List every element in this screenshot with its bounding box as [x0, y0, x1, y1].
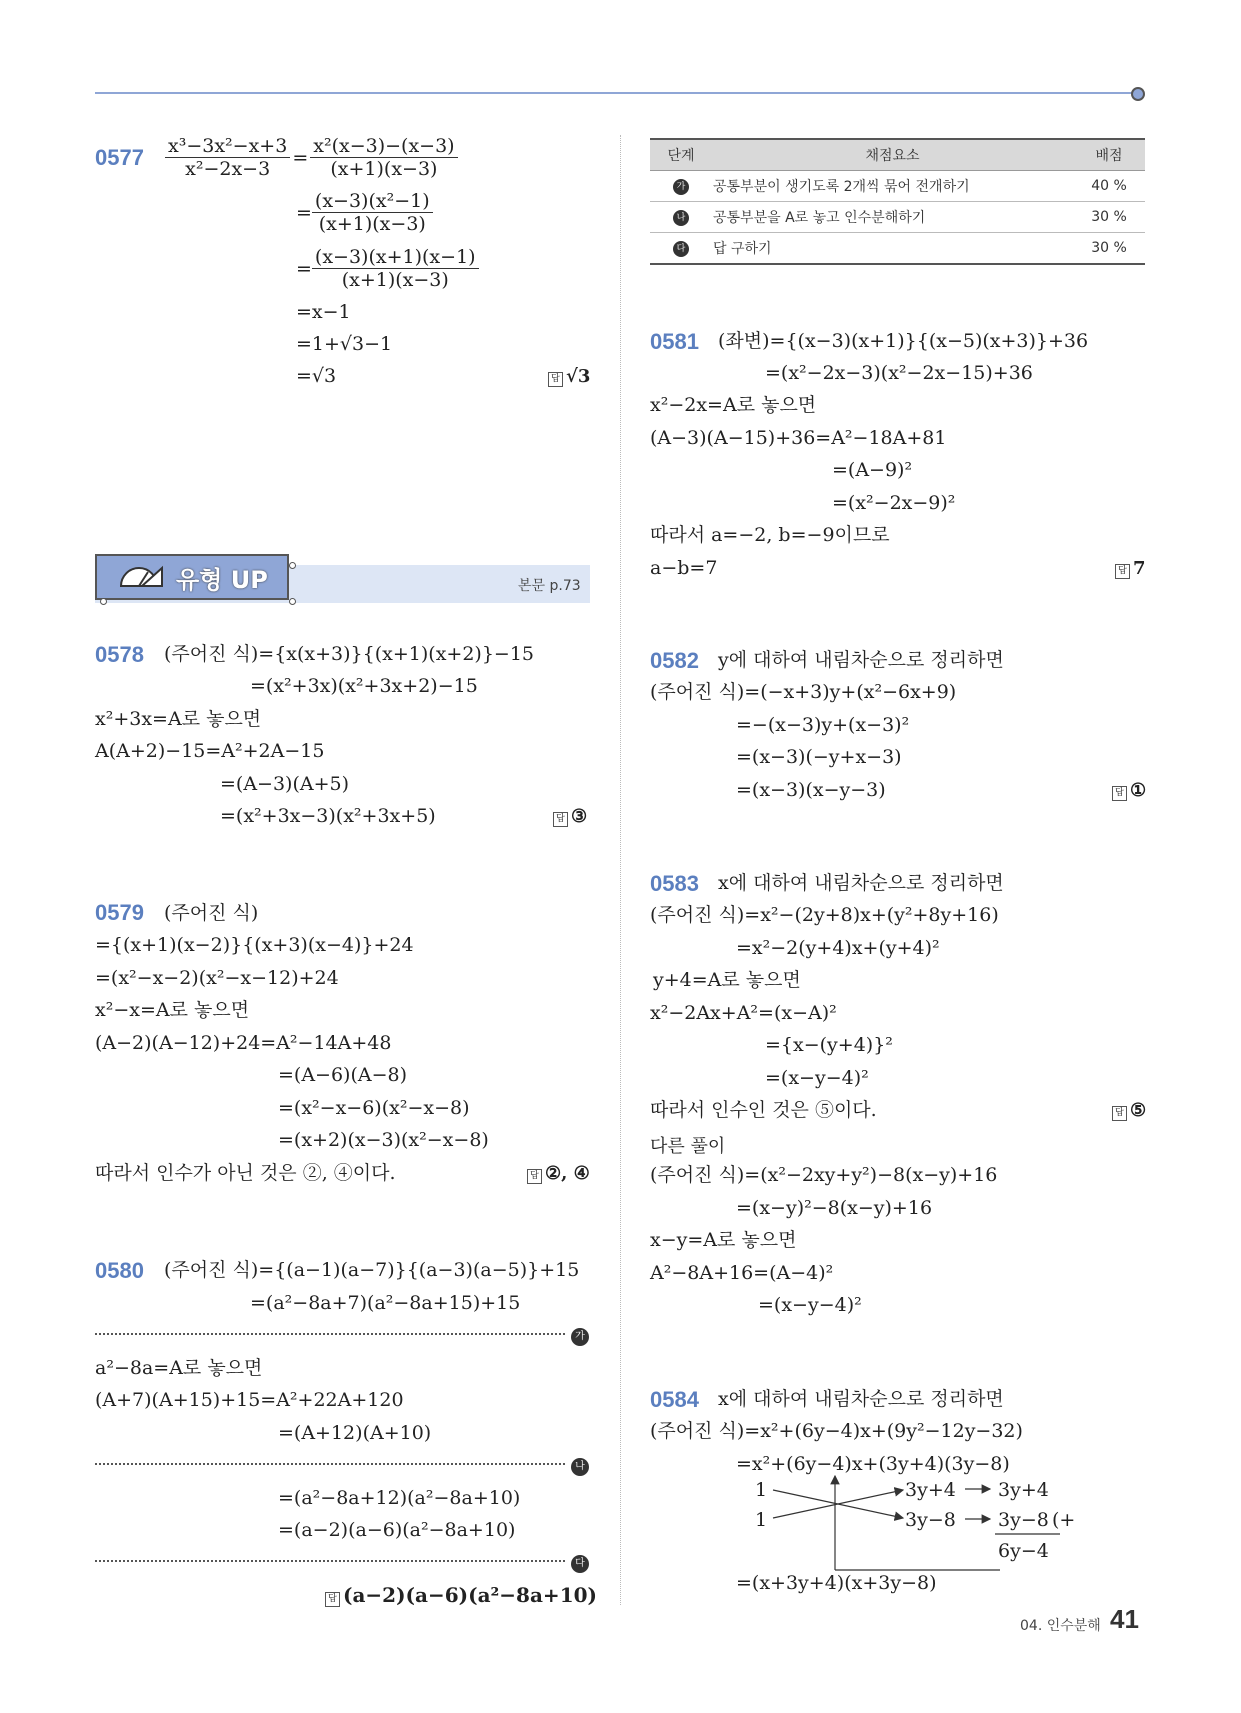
- step-line: (주어진 식)={(a−1)(a−7)}{(a−3)(a−5)}+15: [164, 1259, 580, 1281]
- step-line: x²+3x=A로 놓으면: [95, 708, 262, 730]
- step-line: =(a²−8a+12)(a²−8a+10): [278, 1487, 521, 1509]
- step-line: =(x²−2x−9)²: [832, 492, 956, 514]
- answer-value: ③: [571, 806, 588, 827]
- problem-number: 0579: [95, 900, 144, 925]
- sum-term: 6y−4: [998, 1540, 1049, 1562]
- item-cell: 공통부분을 A로 놓고 인수분해하기: [712, 202, 1073, 233]
- step-line: x에 대하여 내림차순으로 정리하면: [718, 872, 1004, 894]
- dotted-separator: [95, 1333, 565, 1335]
- table-row: [650, 233, 1145, 265]
- step-line: x에 대하여 내림차순으로 정리하면: [718, 1388, 1004, 1410]
- step-badge: 나: [673, 210, 689, 226]
- answer-icon: 답: [548, 372, 563, 387]
- problem-number: 0578: [95, 642, 144, 667]
- answer-value: ①: [1130, 780, 1147, 801]
- fraction-step-3: [312, 246, 479, 291]
- point-cell: 30 %: [1073, 233, 1145, 265]
- step-marker-a: [571, 1324, 589, 1346]
- step-line: a−b=7: [650, 557, 718, 579]
- step-line: =(x−y−4)²: [758, 1294, 862, 1316]
- factor-term: 3y−8: [905, 1509, 956, 1531]
- column-divider: [620, 135, 621, 1605]
- step-line: =(x−y)²−8(x−y)+16: [736, 1197, 933, 1219]
- step-badge: 다: [673, 241, 689, 257]
- top-rule-dot: [1131, 87, 1145, 101]
- top-rule: [95, 92, 1135, 94]
- numerator: (x−3)(x²−1): [312, 190, 433, 213]
- step-line: =(A−3)(A+5): [220, 773, 350, 795]
- numerator: x³−3x²−x+3: [165, 135, 290, 158]
- answer: [548, 366, 590, 387]
- step-line: A(A+2)−15=A²+2A−15: [95, 740, 325, 762]
- step-badge: 가: [673, 179, 689, 195]
- page-number: 41: [1110, 1604, 1139, 1634]
- factor-coef: 1: [755, 1479, 768, 1501]
- answer-value: ⑤: [1130, 1100, 1147, 1121]
- answer: [1112, 780, 1146, 801]
- step-cell: [650, 233, 712, 265]
- table-row: [650, 202, 1145, 233]
- step-line: 따라서 인수가 아닌 것은 ②, ④이다.: [95, 1162, 396, 1184]
- step-line: (주어진 식)=x²−(2y+8)x+(y²+8y+16): [650, 904, 999, 926]
- point-cell: 40 %: [1073, 171, 1145, 202]
- step-line: 따라서 인수인 것은 ⑤이다.: [650, 1099, 877, 1121]
- step-line: (주어진 식)=(x²−2xy+y²)−8(x−y)+16: [650, 1164, 998, 1186]
- banner-title: 유형 UP: [176, 566, 268, 594]
- step-line: =(x²−2x−3)(x²−2x−15)+36: [765, 362, 1033, 384]
- answer-icon: 답: [325, 1592, 340, 1607]
- fraction-step-1: [310, 135, 457, 180]
- step-line: =(x²+3x−3)(x²+3x+5): [220, 805, 436, 827]
- step-label: 다: [571, 1555, 589, 1573]
- step-cell: [650, 202, 712, 233]
- footer-chapter: 04. 인수분해: [1020, 1618, 1101, 1634]
- answer-value: ②, ④: [545, 1163, 590, 1184]
- answer: [527, 1163, 590, 1184]
- point-cell: 30 %: [1073, 202, 1145, 233]
- sum-sign: (+: [1052, 1509, 1076, 1531]
- answer-value: √3: [566, 366, 591, 387]
- numerator: (x−3)(x+1)(x−1): [312, 246, 479, 269]
- banner-dot: [289, 562, 296, 569]
- alternative-solution-label: 다른 풀이: [650, 1136, 726, 1157]
- denominator: (x+1)(x−3): [341, 269, 449, 291]
- step-line: =1+√3−1: [296, 333, 393, 355]
- step-label: 나: [571, 1458, 589, 1476]
- product-term: 3y−8: [998, 1509, 1049, 1531]
- answer: [1115, 558, 1146, 579]
- answer: [325, 1583, 597, 1607]
- step-line: y에 대하여 내림차순으로 정리하면: [718, 649, 1004, 671]
- item-cell: 답 구하기: [712, 233, 1073, 265]
- product-term: 3y+4: [998, 1479, 1049, 1501]
- step-line: =x−1: [296, 301, 351, 323]
- answer-value: 7: [1133, 558, 1146, 579]
- step-line: y+4=A로 놓으면: [653, 969, 801, 991]
- step-line: =√3: [296, 365, 337, 387]
- step-line: (좌변)={(x−3)(x+1)}{(x−5)(x+3)}+36: [718, 330, 1089, 352]
- answer: [553, 806, 587, 827]
- banner-page-ref: 본문 p.73: [518, 578, 581, 594]
- header-point: 배점: [1073, 139, 1145, 171]
- step-line: =(x−y−4)²: [765, 1067, 869, 1089]
- step-line: =(x+2)(x−3)(x²−x−8): [278, 1129, 489, 1151]
- dotted-separator: [95, 1560, 565, 1562]
- dotted-separator: [95, 1463, 565, 1465]
- step-line: (주어진 식): [164, 902, 259, 924]
- problem-number: 0580: [95, 1258, 144, 1283]
- step-line: x²−2x=A로 놓으면: [650, 394, 817, 416]
- numerator: x²(x−3)−(x−3): [310, 135, 457, 158]
- step-line: =(x²+3x)(x²+3x+2)−15: [250, 675, 478, 697]
- step-line: A²−8A+16=(A−4)²: [650, 1262, 834, 1284]
- step-line: x²−x=A로 놓으면: [95, 999, 250, 1021]
- step-line: ={(x+1)(x−2)}{(x+3)(x−4)}+24: [95, 934, 414, 956]
- step-line: =(A−9)²: [832, 459, 913, 481]
- step-marker-c: [571, 1551, 589, 1573]
- factor-coef: 1: [755, 1509, 768, 1531]
- step-line: =(x−3)(x−y−3): [736, 779, 886, 801]
- banner-dot: [100, 598, 107, 605]
- step-line: 따라서 a=−2, b=−9이므로: [650, 524, 890, 546]
- step-line: (A+7)(A+15)+15=A²+22A+120: [95, 1389, 404, 1411]
- step-line: a²−8a=A로 놓으면: [95, 1357, 263, 1379]
- step-line: =(x−3)(−y+x−3): [736, 746, 902, 768]
- step-line: =(x+3y+4)(x+3y−8): [736, 1572, 937, 1594]
- step-marker-b: [571, 1454, 589, 1476]
- problem-number: 0581: [650, 329, 699, 354]
- step-line: =(a−2)(a−6)(a²−8a+10): [278, 1519, 516, 1541]
- denominator: (x+1)(x−3): [318, 213, 426, 235]
- problem-number: 0577: [95, 145, 144, 170]
- answer-icon: 답: [527, 1169, 542, 1184]
- item-cell: 공통부분이 생기도록 2개씩 묶어 전개하기: [712, 171, 1073, 202]
- answer: [1112, 1100, 1146, 1121]
- fraction-lhs: [165, 135, 290, 180]
- step-line: =x²−2(y+4)x+(y+4)²: [736, 937, 940, 959]
- step-line: =(A+12)(A+10): [278, 1422, 432, 1444]
- step-line: (A−2)(A−12)+24=A²−14A+48: [95, 1032, 392, 1054]
- step-line: =(x²−x−6)(x²−x−8): [278, 1097, 470, 1119]
- problem-number: 0582: [650, 648, 699, 673]
- step-line: (A−3)(A−15)+36=A²−18A+81: [650, 427, 947, 449]
- banner-dot: [289, 598, 296, 605]
- step-line: =(x²−x−2)(x²−x−12)+24: [95, 967, 339, 989]
- fraction-step-2: [312, 190, 433, 235]
- step-line: =(A−6)(A−8): [278, 1064, 408, 1086]
- ruler-protractor-icon: [118, 562, 164, 594]
- step-line: (주어진 식)={x(x+3)}{(x+1)(x+2)}−15: [164, 643, 535, 665]
- denominator: (x+1)(x−3): [330, 158, 438, 180]
- answer-icon: 답: [1112, 786, 1127, 801]
- table-row: [650, 171, 1145, 202]
- header-step: 단계: [650, 139, 712, 171]
- answer-icon: 답: [553, 812, 568, 827]
- answer-icon: 답: [1112, 1106, 1127, 1121]
- step-label: 가: [571, 1328, 589, 1346]
- answer-value: (a−2)(a−6)(a²−8a+10): [343, 1583, 597, 1607]
- step-cell: [650, 171, 712, 202]
- table-header-row: [650, 139, 1145, 171]
- step-line: =x²+(6y−4)x+(3y+4)(3y−8): [736, 1453, 1010, 1475]
- scoring-table: [650, 138, 1145, 265]
- problem-number: 0583: [650, 871, 699, 896]
- step-line: =−(x−3)y+(x−3)²: [736, 714, 910, 736]
- step-line: ={x−(y+4)}²: [765, 1034, 893, 1056]
- step-line: (주어진 식)=x²+(6y−4)x+(9y²−12y−32): [650, 1420, 1023, 1442]
- header-item: 채점요소: [712, 139, 1073, 171]
- denominator: x²−2x−3: [185, 158, 271, 180]
- problem-number: 0584: [650, 1387, 699, 1412]
- step-line: x²−2Ax+A²=(x−A)²: [650, 1002, 837, 1024]
- step-line: (주어진 식)=(−x+3)y+(x²−6x+9): [650, 681, 957, 703]
- step-line: =(a²−8a+7)(a²−8a+15)+15: [250, 1292, 521, 1314]
- answer-icon: 답: [1115, 564, 1130, 579]
- factor-term: 3y+4: [905, 1479, 956, 1501]
- step-line: x−y=A로 놓으면: [650, 1229, 797, 1251]
